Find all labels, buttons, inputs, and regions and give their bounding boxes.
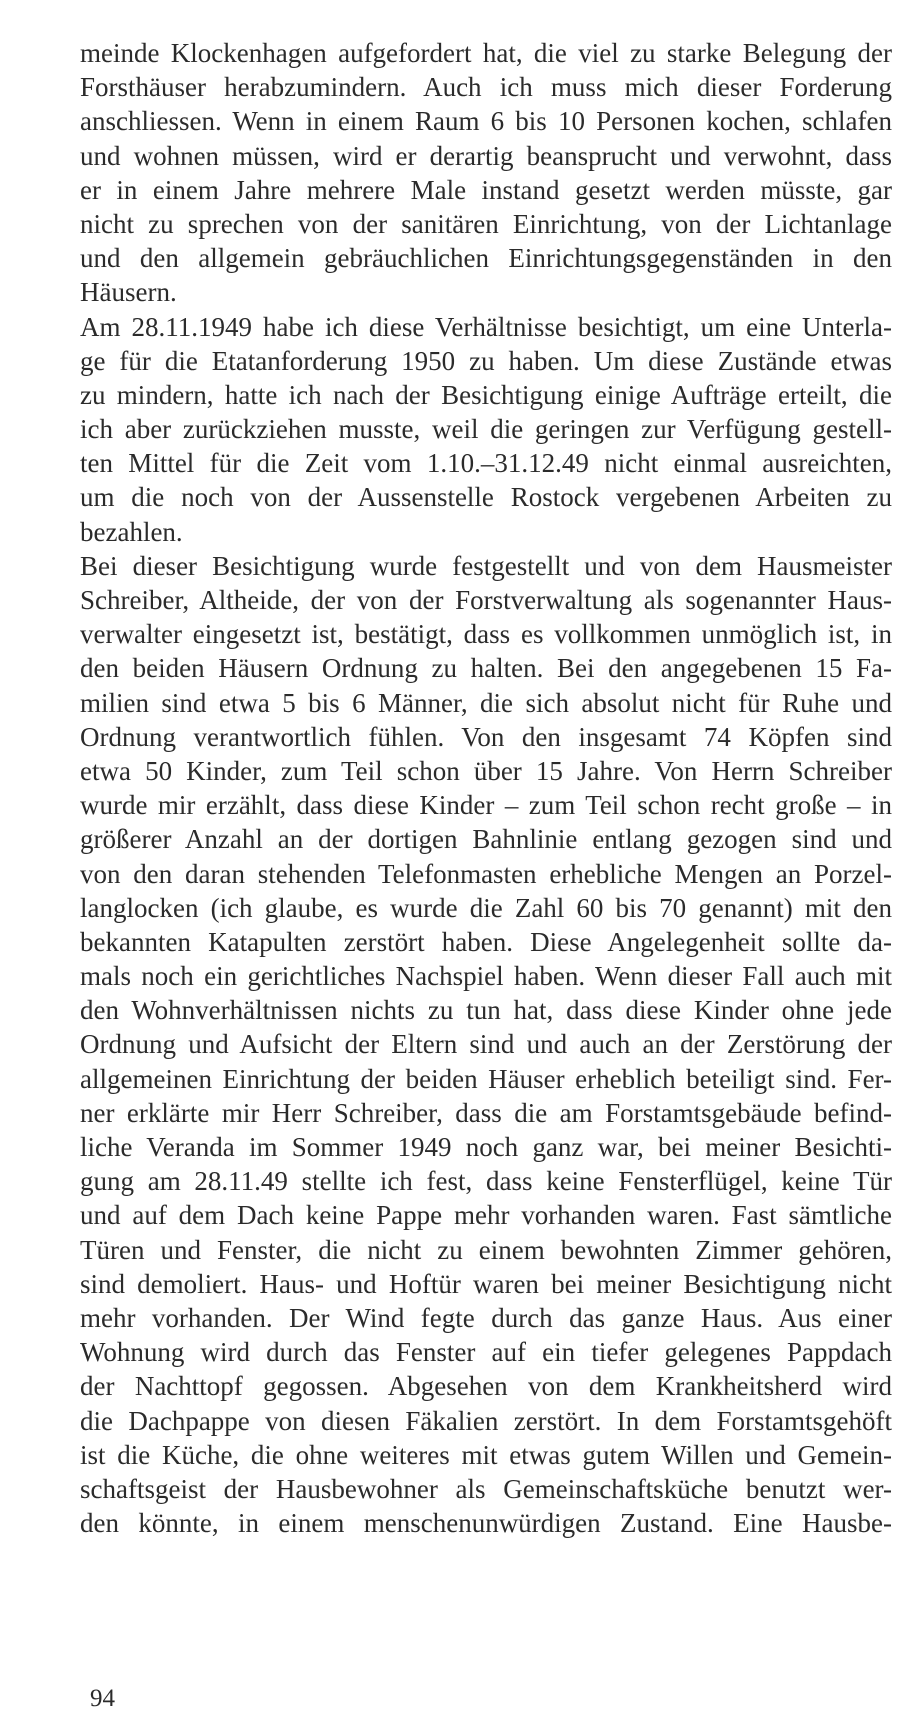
text-line: Türen und Fenster, die nicht zu einem bewohnten Zimmer gehören, (80, 1234, 892, 1265)
text-line: und auf dem Dach keine Pappe mehr vorhanden waren. Fast sämtliche (80, 1200, 892, 1231)
text-line: Schreiber, Altheide, der von der Forstverwaltung als sogenannter Haus- (80, 585, 892, 615)
text-line: wurde mir erzählt, dass diese Kinder – zum Teil schon recht große – in (80, 790, 892, 821)
text-line: Bei dieser Besichtigung wurde festgestellt und von dem Hausmeister (80, 550, 892, 581)
text-line: ich aber zurückziehen musste, weil die geringen zur Verfügung gestell- (80, 414, 892, 445)
text-line: schaftsgeist der Hausbewohner als Gemeinschaftsküche benutzt wer- (80, 1473, 892, 1504)
text-line: Häusern. (80, 277, 177, 308)
text-line: um die noch von der Aussenstelle Rostock vergebenen Arbeiten zu (80, 482, 892, 513)
text-line: der Nachttopf gegossen. Abgesehen von dem Krankheitsherd wird (80, 1371, 892, 1402)
text-line: ner erklärte mir Herr Schreiber, dass die am Forstamtsgebäude befind- (80, 1097, 892, 1128)
text-line: verwalter eingesetzt ist, bestätigt, dass es vollkommen unmöglich ist, in (80, 619, 892, 650)
text-line: nicht zu sprechen von der sanitären Einrichtung, von der Lichtanlage (80, 208, 892, 239)
text-line: Am 28.11.1949 habe ich diese Verhältnisse besichtigt, um eine Unterla- (80, 311, 892, 342)
text-line: Wohnung wird durch das Fenster auf ein tiefer gelegenes Pappdach (80, 1337, 892, 1368)
text-line: zu mindern, hatte ich nach der Besichtigung einige Aufträge erteilt, die (80, 379, 892, 410)
text-line: meinde Klockenhagen aufgefordert hat, die viel zu starke Belegung der (80, 38, 892, 68)
text-line: ge für die Etatanforderung 1950 zu haben. Um diese Zustände etwas (80, 345, 892, 376)
text-line: Ordnung und Aufsicht der Eltern sind und auch an der Zerstörung der (80, 1029, 892, 1060)
text-line: gung am 28.11.49 stellte ich fest, dass keine Fensterflügel, keine Tür (80, 1166, 892, 1197)
text-line: und wohnen müssen, wird er derartig beansprucht und verwohnt, dass (80, 140, 892, 171)
body-text (80, 36, 892, 1540)
text-line: langlocken (ich glaube, es wurde die Zahl 60 bis 70 genannt) mit den (80, 892, 892, 923)
text-line: größerer Anzahl an der dortigen Bahnlinie entlang gezogen sind und (80, 824, 892, 855)
text-line: bezahlen. (80, 516, 183, 547)
text-line: anschliessen. Wenn in einem Raum 6 bis 10 Personen kochen, schlafen (80, 106, 892, 137)
text-line: die Dachpappe von diesen Fäkalien zerstört. In dem Forstamtsgehöft (80, 1405, 892, 1436)
text-line: Ordnung verantwortlich fühlen. Von den insgesamt 74 Köpfen sind (80, 721, 892, 752)
text-line: den Wohnverhältnissen nichts zu tun hat, dass diese Kinder ohne jede (80, 995, 892, 1026)
text-line: und den allgemein gebräuchlichen Einrichtungsgegenständen in den (80, 243, 892, 274)
text-line: allgemeinen Einrichtung der beiden Häuser erheblich beteiligt sind. Fer- (80, 1063, 892, 1094)
text-line: den beiden Häusern Ordnung zu halten. Bei den angegebenen 15 Fa- (80, 653, 892, 684)
text-line: den könnte, in einem menschenunwürdigen Zustand. Eine Hausbe- (80, 1508, 892, 1539)
text-line: milien sind etwa 5 bis 6 Männer, die sich absolut nicht für Ruhe und (80, 687, 892, 718)
text-line: von den daran stehenden Telefonmasten erhebliche Mengen an Porzel- (80, 858, 892, 889)
text-line: mals noch ein gerichtliches Nachspiel haben. Wenn dieser Fall auch mit (80, 961, 892, 992)
text-line: ten Mittel für die Zeit vom 1.10.–31.12.49 nicht einmal ausreichten, (80, 448, 892, 479)
text-line: bekannten Katapulten zerstört haben. Diese Angelegenheit sollte da- (80, 926, 892, 957)
text-line: Forsthäuser herabzumindern. Auch ich muss mich dieser Forderung (80, 72, 892, 103)
text-line: ist die Küche, die ohne weiteres mit etwas gutem Willen und Gemein- (80, 1439, 892, 1470)
text-line: sind demoliert. Haus- und Hoftür waren bei meiner Besichtigung nicht (80, 1268, 892, 1299)
page-number: 94 (90, 1685, 115, 1712)
text-line: mehr vorhanden. Der Wind fegte durch das ganze Haus. Aus einer (80, 1302, 892, 1333)
text-line: er in einem Jahre mehrere Male instand gesetzt werden müsste, gar (80, 174, 892, 205)
text-line: liche Veranda im Sommer 1949 noch ganz war, bei meiner Besichti- (80, 1132, 892, 1162)
text-line: etwa 50 Kinder, zum Teil schon über 15 Jahre. Von Herrn Schreiber (80, 755, 892, 786)
